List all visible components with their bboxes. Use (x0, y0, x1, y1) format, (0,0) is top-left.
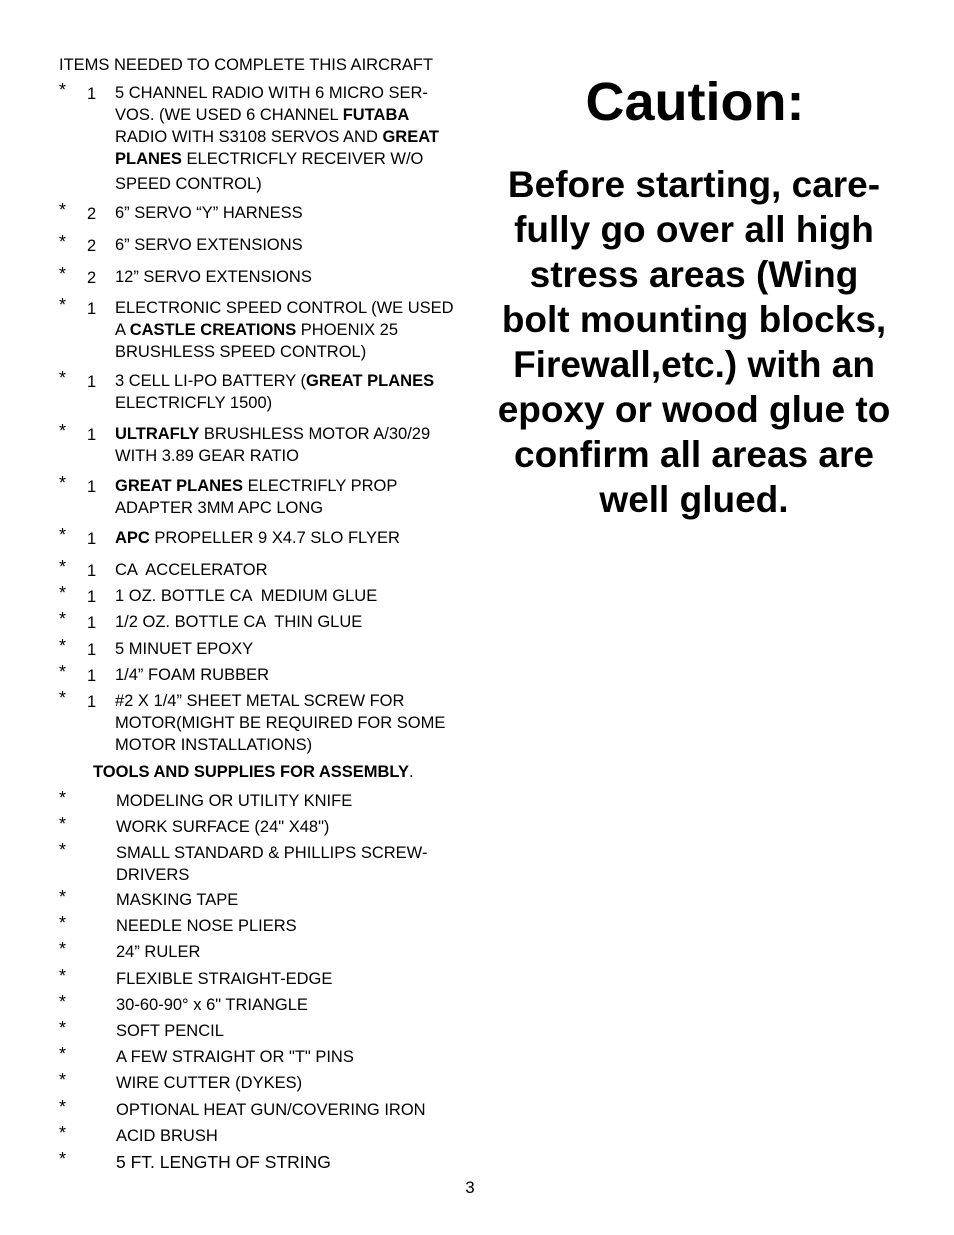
tool-item: FLEXIBLE STRAIGHT-EDGE (116, 970, 333, 988)
bullet-star: * (59, 80, 67, 100)
tool-item: WORK SURFACE (24" X48") (116, 818, 330, 836)
item-qty: 1 (87, 667, 97, 685)
bullet-star: * (59, 557, 67, 577)
caution-line: epoxy or wood glue to (497, 389, 891, 430)
item-text: ELECTRONIC SPEED CONTROL (WE USED A CASTLE CREATIONS PHOENIX 25 BRUSHLESS SPEED CONTROL) (115, 299, 454, 361)
bullet-star: * (59, 688, 67, 708)
item-qty: 1 (87, 530, 97, 548)
item-text: #2 X 1/4” SHEET METAL SCREW FOR MOTOR(MIGHT BE REQUIRED FOR SOME MOTOR INSTALLATIONS) (115, 692, 446, 754)
caution-line: stress areas (Wing (529, 254, 859, 295)
tool-item: WIRE CUTTER (DYKES) (116, 1074, 303, 1092)
bullet-star: * (59, 295, 67, 315)
item-text: ULTRAFLY BRUSHLESS MOTOR A/30/29 WITH 3.89 GEAR RATIO (115, 425, 431, 465)
caution-line: confirm all areas are (514, 434, 874, 475)
item-text: CA ACCELERATOR (115, 561, 268, 579)
bullet-star: * (59, 1044, 67, 1064)
item-qty: 1 (87, 300, 97, 318)
caution-line: Before starting, care- (507, 164, 881, 205)
item-text: 12” SERVO EXTENSIONS (115, 268, 312, 286)
tools-heading: TOOLS AND SUPPLIES FOR ASSEMBLY. (93, 763, 414, 781)
item-text: 1/2 OZ. BOTTLE CA THIN GLUE (115, 613, 363, 631)
tool-item: NEEDLE NOSE PLIERS (116, 917, 297, 935)
tool-item: ACID BRUSH (116, 1127, 218, 1145)
caution-title: Caution: (585, 72, 805, 132)
item-text: 6” SERVO “Y” HARNESS (115, 204, 303, 222)
caution-line: fully go over all high (514, 209, 874, 250)
bullet-star: * (59, 1070, 67, 1090)
item-qty: 2 (87, 237, 97, 255)
item-qty: 1 (87, 85, 97, 103)
item-text: 6” SERVO EXTENSIONS (115, 236, 303, 254)
item-text: 5 CHANNEL RADIO WITH 6 MICRO SER- VOS. (WE USED 6 CHANNEL FUTABA RADIO WITH S3108 SERVOS AND GREAT PLANES ELECTRICFLY RECEIVER W/O SPEED CONTROL) (115, 84, 439, 193)
item-qty: 1 (87, 693, 97, 711)
bullet-star: * (59, 636, 67, 656)
caution-body (482, 162, 906, 522)
tool-item: 30-60-90° x 6" TRIANGLE (116, 996, 308, 1014)
bullet-star: * (59, 232, 67, 252)
bullet-star: * (59, 1018, 67, 1038)
item-qty: 1 (87, 426, 97, 444)
tool-item: 24” RULER (116, 943, 201, 961)
bullet-star: * (59, 788, 67, 808)
bullet-star: * (59, 1123, 67, 1143)
item-qty: 1 (87, 641, 97, 659)
bullet-star: * (59, 609, 67, 629)
caution-line: bolt mounting blocks, (501, 299, 887, 340)
bullet-star: * (59, 421, 67, 441)
bullet-star: * (59, 939, 67, 959)
tool-item: MASKING TAPE (116, 891, 239, 909)
item-qty: 1 (87, 478, 97, 496)
bullet-star: * (59, 814, 67, 834)
item-qty: 2 (87, 205, 97, 223)
bullet-star: * (59, 992, 67, 1012)
tool-item: SOFT PENCIL (116, 1022, 224, 1040)
bullet-star: * (59, 662, 67, 682)
bullet-star: * (59, 583, 67, 603)
item-text: 3 CELL LI-PO BATTERY (GREAT PLANES ELECTRICFLY 1500) (115, 372, 435, 412)
bullet-star: * (59, 1097, 67, 1117)
tool-item: 5 FT. LENGTH OF STRING (116, 1152, 331, 1172)
item-qty: 2 (87, 269, 97, 287)
caution-line: Firewall,etc.) with an (513, 344, 875, 385)
caution-line: well glued. (599, 479, 789, 520)
item-qty: 1 (87, 614, 97, 632)
bullet-star: * (59, 887, 67, 907)
item-text: APC PROPELLER 9 X4.7 SLO FLYER (115, 529, 400, 547)
tool-item: A FEW STRAIGHT OR "T" PINS (116, 1048, 354, 1066)
bullet-star: * (59, 525, 67, 545)
bullet-star: * (59, 473, 67, 493)
bullet-star: * (59, 966, 67, 986)
tool-item: OPTIONAL HEAT GUN/COVERING IRON (116, 1101, 426, 1119)
bullet-star: * (59, 368, 67, 388)
item-qty: 1 (87, 562, 97, 580)
items-heading: ITEMS NEEDED TO COMPLETE THIS AIRCRAFT (59, 56, 434, 74)
bullet-star: * (59, 840, 67, 860)
item-text: 5 MINUET EPOXY (115, 640, 254, 658)
bullet-star: * (59, 1149, 67, 1169)
tool-item: MODELING OR UTILITY KNIFE (116, 792, 353, 810)
item-qty: 1 (87, 588, 97, 606)
item-text: 1 OZ. BOTTLE CA MEDIUM GLUE (115, 587, 378, 605)
item-text: 1/4” FOAM RUBBER (115, 666, 270, 684)
bullet-star: * (59, 913, 67, 933)
tool-item: SMALL STANDARD & PHILLIPS SCREW-DRIVERS (116, 844, 428, 884)
item-qty: 1 (87, 373, 97, 391)
page-number: 3 (465, 1178, 475, 1197)
bullet-star: * (59, 264, 67, 284)
item-text: GREAT PLANES ELECTRIFLY PROP ADAPTER 3MM APC LONG (115, 477, 398, 517)
bullet-star: * (59, 200, 67, 220)
